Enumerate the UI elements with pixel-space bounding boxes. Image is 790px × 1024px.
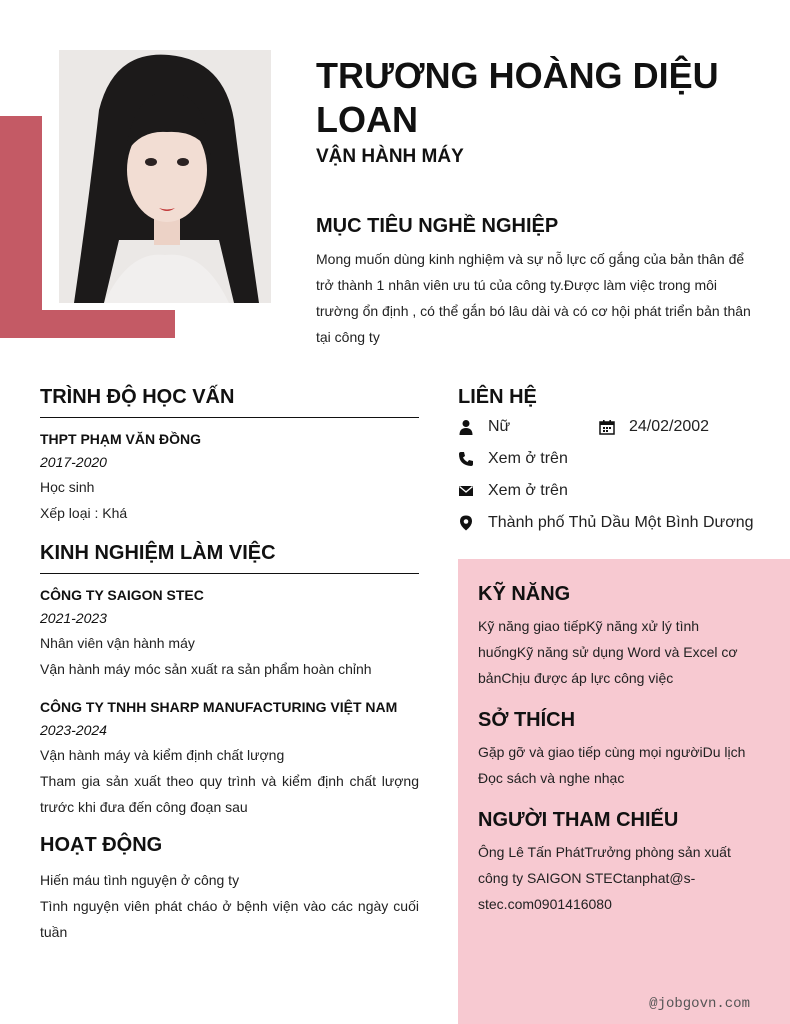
contact-phone-value: Xem ở trên <box>488 450 568 467</box>
candidate-name: TRƯƠNG HOÀNG DIỆU LOAN <box>316 55 719 140</box>
candidate-role: VẬN HÀNH MÁY <box>316 146 464 167</box>
contact-gender <box>458 418 510 436</box>
objective-title: MỤC TIÊU NGHỀ NGHIỆP <box>316 215 559 237</box>
education-school: THPT PHẠM VĂN ĐỒNG <box>40 431 201 447</box>
person-icon <box>458 419 474 435</box>
objective-text: Mong muốn dùng kinh nghiệm và sự nỗ lực cố gắng của bản thân để trở thành 1 nhân viên ưu tú của công ty.Được làm việc trong môi trường ổn định , có thể gắn bó lâu dài và có cơ hội phát triển bản thân tại công ty <box>316 251 751 345</box>
education-line: Học sinh <box>40 479 95 495</box>
profile-photo <box>59 50 271 303</box>
location-pin-icon <box>458 515 474 531</box>
contact-phone <box>458 450 568 468</box>
experience-line: Vận hành máy và kiểm định chất lượng <box>40 747 285 763</box>
contact-birthday-value: 24/02/2002 <box>629 418 710 435</box>
mail-icon <box>458 483 474 499</box>
activity-line: Hiến máu tình nguyện ở công ty <box>40 872 240 888</box>
contact-address <box>458 514 754 532</box>
contact-title: LIÊN HỆ <box>458 386 537 408</box>
experience-line: Tham gia sản xuất theo quy trình và kiểm định chất lượng trước khi đưa đến công đoạn sau <box>40 773 419 815</box>
experience-entry <box>40 584 419 682</box>
activities-entry <box>40 867 419 945</box>
side-panel <box>458 559 790 1024</box>
activities-title: HOẠT ĐỘNG <box>40 834 163 856</box>
contact-gender-value: Nữ <box>488 418 511 435</box>
references-title: NGƯỜI THAM CHIẾU <box>478 809 679 831</box>
hobbies-title: SỞ THÍCH <box>478 709 576 731</box>
contact-birthday <box>599 418 709 436</box>
experience-company: CÔNG TY SAIGON STEC <box>40 587 204 603</box>
watermark: @jobgovn.com <box>649 996 750 1012</box>
experience-date: 2023-2024 <box>40 722 107 738</box>
experience-title: KINH NGHIỆM LÀM VIỆC <box>40 542 419 574</box>
contact-email <box>458 482 568 500</box>
education-title: TRÌNH ĐỘ HỌC VẤN <box>40 386 419 418</box>
side-panel-content <box>478 581 748 933</box>
education-date: 2017-2020 <box>40 454 107 470</box>
skills-title: KỸ NĂNG <box>478 583 571 605</box>
activity-line: Tình nguyện viên phát cháo ở bệnh viện vào các ngày cuối tuần <box>40 898 419 940</box>
skills-text: Kỹ năng giao tiếpKỹ năng xử lý tình huốngKỹ năng sử dụng Word và Excel cơ bảnChịu được áp lực công việc <box>478 618 738 686</box>
experience-line: Vận hành máy móc sản xuất ra sản phẩm hoàn chỉnh <box>40 661 372 677</box>
hobbies-text: Gặp gỡ và giao tiếp cùng mọi ngườiDu lịch Đọc sách và nghe nhạc <box>478 744 746 786</box>
education-line: Xếp loại : Khá <box>40 505 128 521</box>
left-column <box>40 386 419 945</box>
references-text: Ông Lê Tấn PhátTrưởng phòng sản xuất công ty SAIGON STECtanphat@s-stec.com0901416080 <box>478 844 731 912</box>
experience-company: CÔNG TY TNHH SHARP MANUFACTURING VIỆT NAM <box>40 699 398 715</box>
phone-icon <box>458 451 474 467</box>
education-entry <box>40 428 419 526</box>
experience-date: 2021-2023 <box>40 610 107 626</box>
contact-address-value: Thành phố Thủ Dầu Một Bình Dương <box>488 514 754 531</box>
experience-entry <box>40 696 419 820</box>
experience-line: Nhân viên vận hành máy <box>40 635 195 651</box>
accent-bar-horizontal <box>0 310 175 338</box>
accent-bar-vertical <box>0 116 42 338</box>
contact-email-value: Xem ở trên <box>488 482 568 499</box>
calendar-icon <box>599 419 615 435</box>
